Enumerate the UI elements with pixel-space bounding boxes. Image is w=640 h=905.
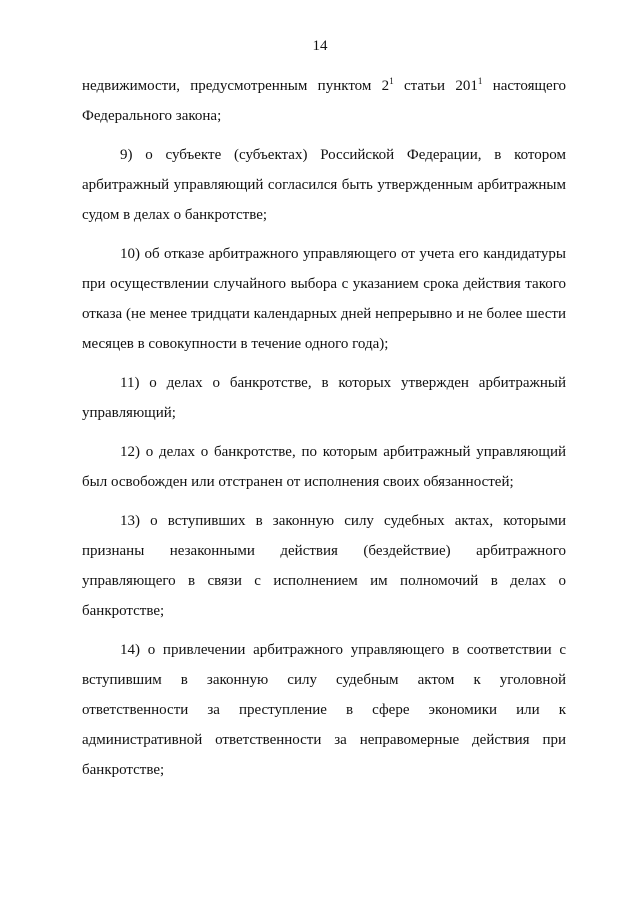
paragraph-item-14: 14) о привлечении арбитражного управляющего в соответствии с вступившим в законную силу судебным актом к уголовной ответственности за преступление в сфере экономики или к административной ответственности за неправомерные действия при банкротстве; bbox=[82, 642, 566, 778]
paragraph-item-12: 12) о делах о банкротстве, по которым арбитражный управляющий был освобожден или отстранен от исполнения своих обязанностей; bbox=[82, 444, 566, 490]
page-number: 14 bbox=[312, 38, 328, 54]
superscript: 1 bbox=[389, 76, 394, 86]
text-segment: статьи 201 bbox=[393, 78, 478, 94]
superscript: 1 bbox=[477, 76, 483, 86]
text-segment: настоящего Федерального закона; bbox=[82, 78, 566, 124]
paragraph-continuation bbox=[82, 71, 566, 131]
document-body bbox=[82, 71, 566, 785]
paragraph-item-10: 10) об отказе арбитражного управляющего от учета его кандидатуры при осуществлении случайного выбора с указанием срока действия такого отказа (не менее тридцати календарных дней непрерывно и не более шести месяцев в совокупности в течение одного года); bbox=[82, 246, 566, 352]
paragraph-item-11: 11) о делах о банкротстве, в которых утвержден арбитражный управляющий; bbox=[82, 375, 566, 421]
paragraph-item-9: 9) о субъекте (субъектах) Российской Федерации, в котором арбитражный управляющий согласился быть утвержденным арбитражным судом в делах о банкротстве; bbox=[82, 147, 566, 223]
paragraph-item-13: 13) о вступивших в законную силу судебных актах, которыми признаны незаконными действия (бездействие) арбитражного управляющего в связи с исполнением им полномочий в делах о банкротстве; bbox=[82, 513, 566, 619]
text-segment: недвижимости, предусмотренным пунктом 2 bbox=[82, 78, 390, 94]
